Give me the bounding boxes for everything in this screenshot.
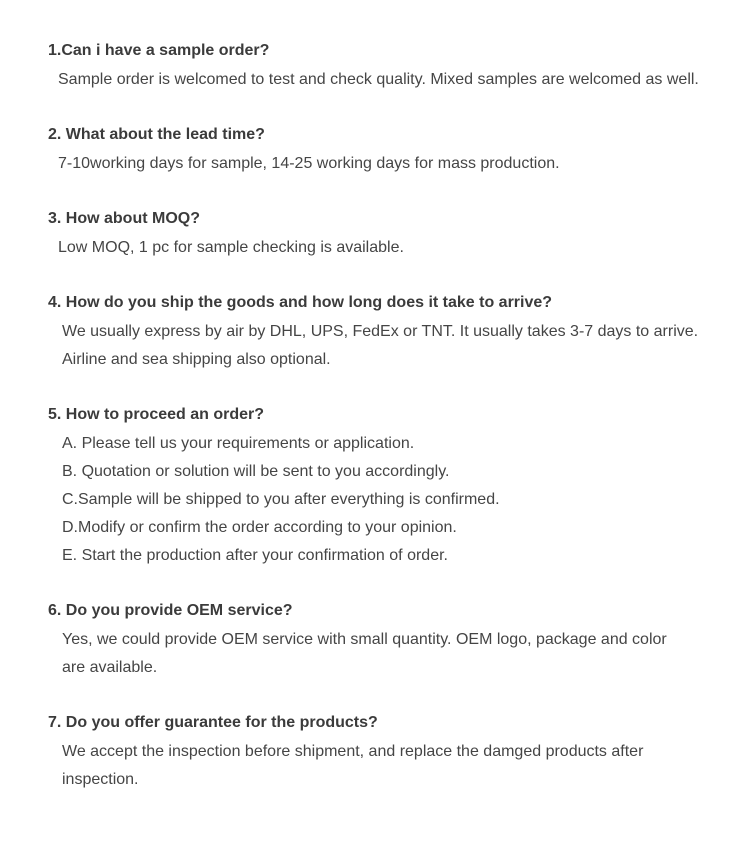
faq-answer-6-line-2: are available. [62,659,158,676]
faq-answer-2-line-1: 7-10working days for sample, 14-25 working days for mass production. [58,155,560,172]
faq-question-6: 6. Do you provide OEM service? [48,602,293,619]
faq-answer-4-line-1: We usually express by air by DHL, UPS, FedEx or TNT. It usually takes 3-7 days to arrive. [62,323,699,340]
faq-question-2: 2. What about the lead time? [48,126,265,143]
faq-answer-4-line-2: Airline and sea shipping also optional. [62,351,331,368]
faq-answer-3-line-1: Low MOQ, 1 pc for sample checking is available. [58,239,404,256]
faq-answer-7-line-2: inspection. [62,771,139,788]
faq-question-4: 4. How do you ship the goods and how long does it take to arrive? [48,294,553,311]
faq-question-7: 7. Do you offer guarantee for the products? [48,714,378,731]
faq-question-1: 1.Can i have a sample order? [48,42,270,59]
faq-answer-5-line-5: E. Start the production after your confirmation of order. [62,547,448,564]
faq-answer-6-line-1: Yes, we could provide OEM service with small quantity. OEM logo, package and color [62,631,667,648]
faq-answer-5-line-1: A. Please tell us your requirements or application. [62,435,415,452]
faq-answer-5-line-4: D.Modify or confirm the order according to your opinion. [62,519,457,536]
faq-question-3: 3. How about MOQ? [48,210,200,227]
faq-answer-1-line-1: Sample order is welcomed to test and check quality. Mixed samples are welcomed as well. [58,71,699,88]
faq-question-5: 5. How to proceed an order? [48,406,265,423]
faq-answer-5-line-2: B. Quotation or solution will be sent to you accordingly. [62,463,450,480]
faq-answer-5-line-3: C.Sample will be shipped to you after everything is confirmed. [62,491,500,508]
faq-answer-7-line-1: We accept the inspection before shipment, and replace the damged products after [62,743,644,760]
